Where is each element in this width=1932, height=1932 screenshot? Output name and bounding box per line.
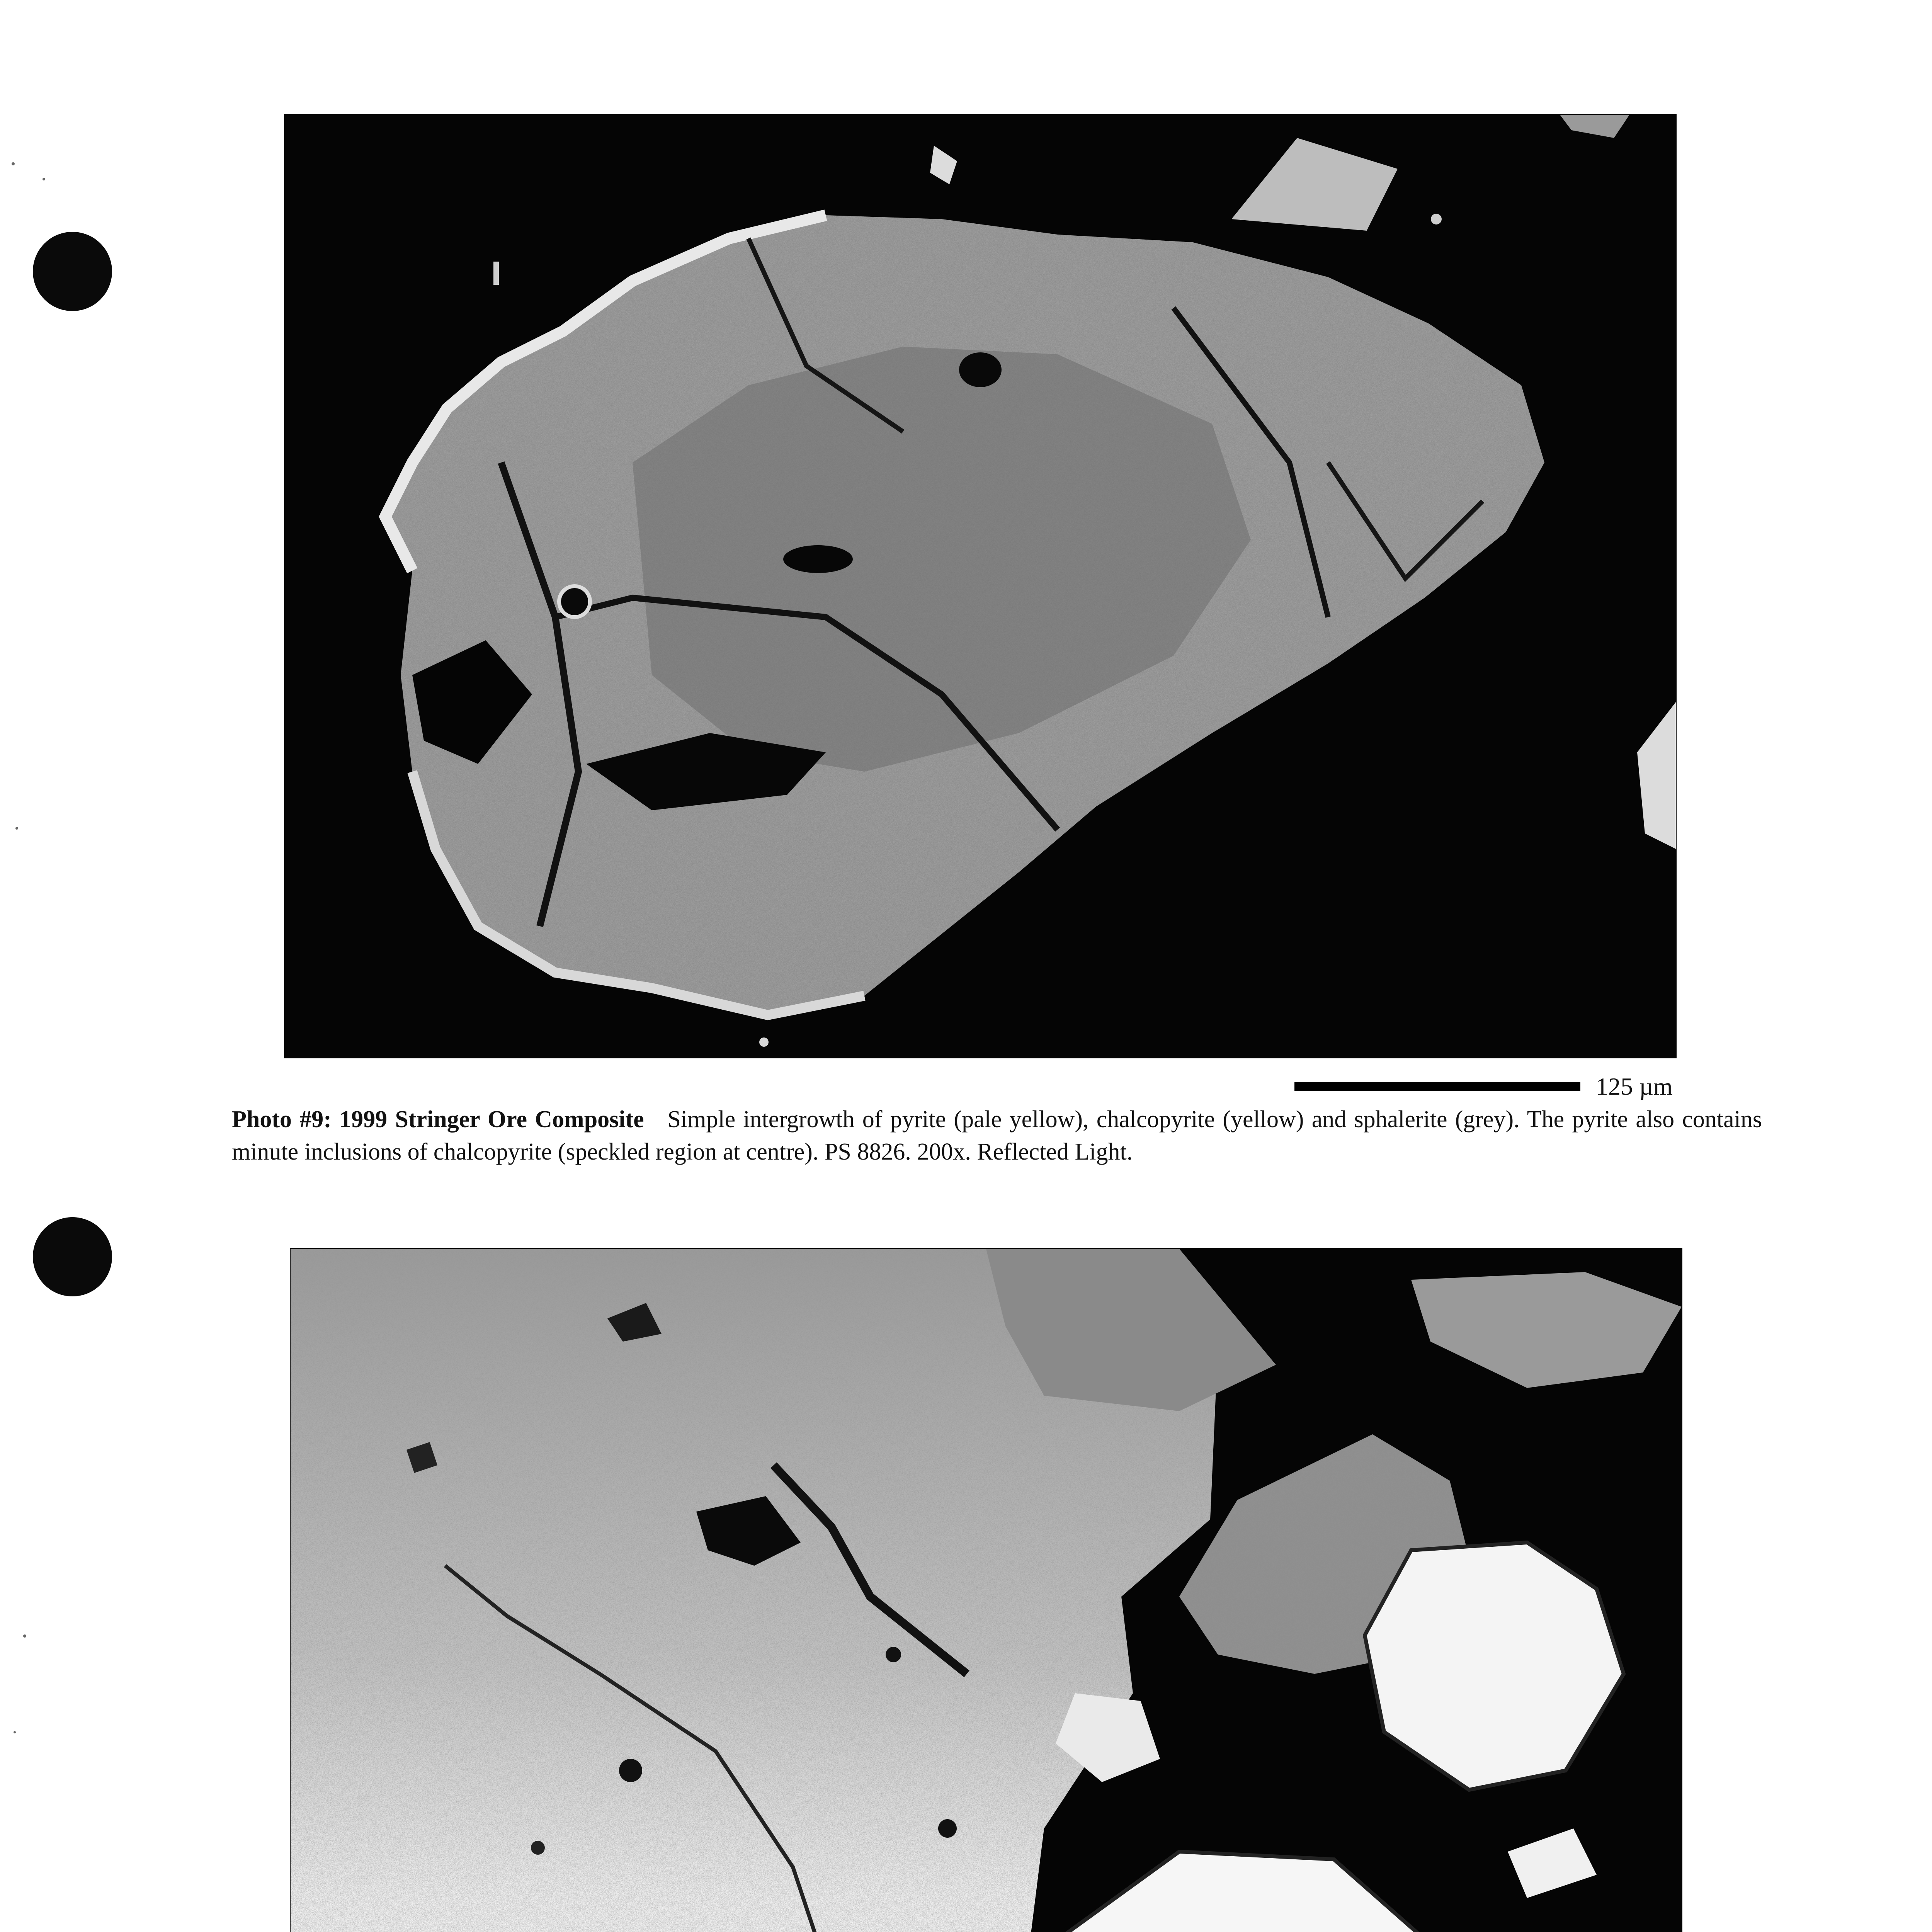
photo-9-scale-bar <box>1294 1082 1580 1091</box>
photo-9-caption <box>232 1103 1762 1168</box>
photo-9-scale-label: 125 µm <box>1596 1073 1673 1100</box>
scan-speck <box>15 827 18 830</box>
photo-9-description: Simple intergrowth of pyrite (pale yellow), chalcopyrite (yellow) and sphalerite (grey). The pyrite also contains minute inclusions of chalcopyrite (speckled region at centre). PS 8826. 200x. Reflected Light. <box>232 1106 1762 1165</box>
scan-speck <box>12 162 15 165</box>
photo-10-micrograph <box>290 1248 1682 1932</box>
hole-punch-middle <box>33 1217 112 1296</box>
scan-speck <box>23 1634 26 1638</box>
photo-9-title: Photo #9: 1999 Stringer Ore Composite <box>232 1106 644 1133</box>
photo-9-micrograph <box>284 114 1677 1058</box>
hole-punch-top <box>33 232 112 311</box>
scan-speck <box>43 178 45 180</box>
scan-speck <box>14 1731 16 1733</box>
